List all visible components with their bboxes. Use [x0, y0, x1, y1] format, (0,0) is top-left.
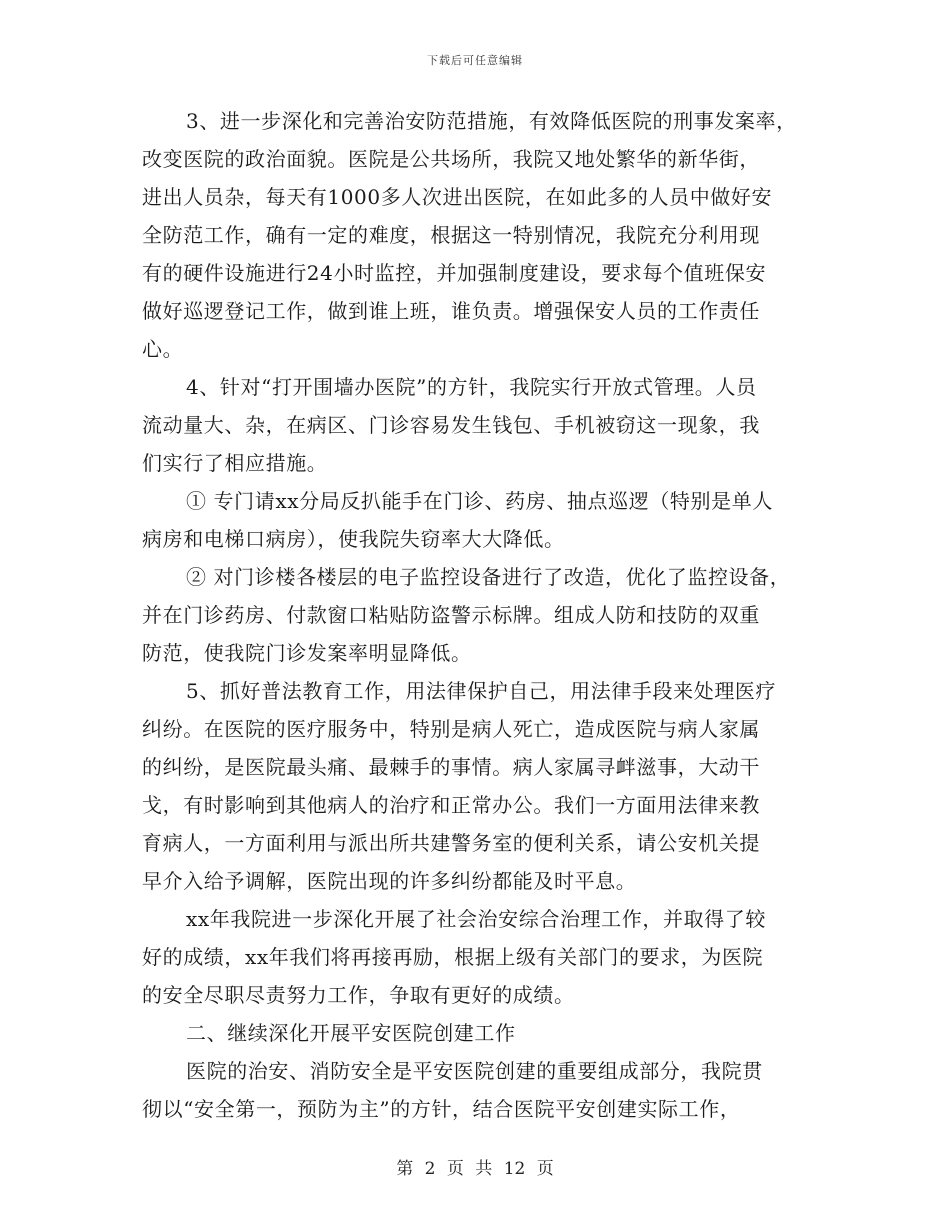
text-line: 进出人员杂，每天有1000多人次进出医院，在如此多的人员中做好安	[142, 185, 773, 209]
text-line: 的纠纷，是医院最头痛、最棘手的事情。病人家属寻衅滋事，大动干	[142, 755, 760, 779]
text-line: 戈，有时影响到其他病人的治疗和正常办公。我们一方面用法律来教	[142, 793, 760, 817]
text-line: 育病人，一方面利用与派出所共建警务室的便利关系，请公安机关提	[142, 831, 760, 855]
text-line: 改变医院的政治面貌。医院是公共场所，我院又地处繁华的新华街，	[142, 147, 760, 171]
text-line: xx年我院进一步深化开展了社会治安综合治理工作，并取得了较	[186, 907, 766, 931]
text-line: ① 专门请xx分局反扒能手在门诊、药房、抽点巡逻（特别是单人	[186, 489, 773, 513]
text-line: 防范，使我院门诊发案率明显降低。	[142, 641, 472, 665]
document-body	[142, 102, 810, 1128]
text-line: 的安全尽职尽责努力工作，争取有更好的成绩。	[142, 983, 575, 1007]
text-line: 5、抓好普法教育工作，用法律保护自己，用法律手段来处理医疗	[186, 679, 777, 703]
text-line: 做好巡逻登记工作，做到谁上班，谁负责。增强保安人员的工作责任	[142, 299, 760, 323]
text-line: 3、进一步深化和完善治安防范措施，有效降低医院的刑事发案率，	[186, 109, 797, 133]
text-line: 医院的治安、消防安全是平安医院创建的重要组成部分，我院贯	[186, 1059, 763, 1083]
text-line: 二、继续深化开展平安医院创建工作	[186, 1021, 516, 1045]
text-line: ② 对门诊楼各楼层的电子监控设备进行了改造，优化了监控设备，	[186, 565, 791, 589]
text-line: 心。	[142, 337, 184, 361]
text-line: 纠纷。在医院的医疗服务中，特别是病人死亡，造成医院与病人家属	[142, 717, 760, 741]
text-line: 并在门诊药房、付款窗口粘贴防盗警示标牌。组成人防和技防的双重	[142, 603, 760, 627]
text-line: 病房和电梯口病房），使我院失窃率大大降低。	[142, 527, 565, 551]
text-line: 早介入给予调解，医院出现的许多纠纷都能及时平息。	[142, 869, 637, 893]
text-line: 有的硬件设施进行24小时监控，并加强制度建设，要求每个值班保安	[142, 261, 767, 285]
text-line: 流动量大、杂，在病区、门诊容易发生钱包、手机被窃这一现象，我	[142, 413, 760, 437]
text-line: 彻以“安全第一，预防为主”的方针，结合医院平安创建实际工作，	[142, 1097, 741, 1121]
text-line: 4、针对“打开围墙办医院”的方针，我院实行开放式管理。人员	[186, 375, 757, 399]
text-line: 们实行了相应措施。	[142, 451, 328, 475]
page-footer: 第 2 页 共 12 页	[396, 1159, 554, 1179]
page-header: 下载后可任意编辑	[427, 54, 523, 67]
text-line: 全防范工作，确有一定的难度，根据这一特别情况，我院充分利用现	[142, 223, 760, 247]
text-line: 好的成绩，xx年我们将再接再励，根据上级有关部门的要求，为医院	[142, 945, 764, 969]
